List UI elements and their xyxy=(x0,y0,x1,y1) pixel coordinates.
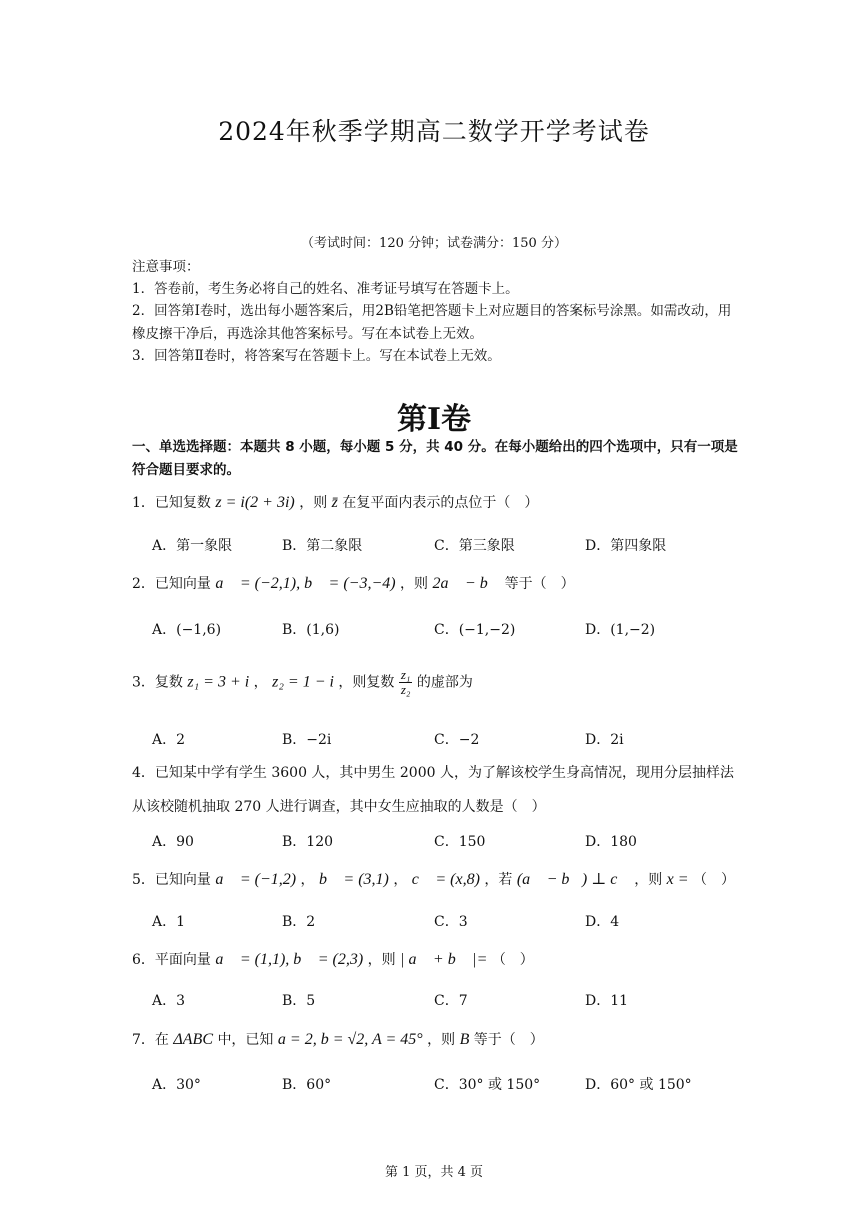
math-expression: z₂ = 1 − i xyxy=(272,673,334,691)
question-3 xyxy=(132,668,473,697)
option-c: C．(−1,−2) xyxy=(434,622,516,638)
math-expression: c⃗ = (x,8) xyxy=(411,871,480,888)
question-text: ， xyxy=(300,872,315,888)
question-text: 6．平面向量 xyxy=(132,952,211,968)
option-a: A．第一象限 xyxy=(152,538,233,554)
option-a: A．(−1,6) xyxy=(152,622,222,638)
option-b: B．第二象限 xyxy=(282,538,363,554)
option-d: D．11 xyxy=(585,993,629,1009)
notice-heading: 注意事项： xyxy=(132,259,200,275)
math-expression: B xyxy=(459,1031,470,1048)
option-b: B．−2i xyxy=(282,732,332,748)
math-expression: a⃗ = (1,1), b⃗ = (2,3) xyxy=(215,951,364,968)
math-expression: z̄ xyxy=(331,494,338,511)
exam-info: （考试时间：120 分钟；试卷满分：150 分） xyxy=(301,236,567,251)
option-d: D．(1,−2) xyxy=(585,622,656,638)
notice-item-3: 3．回答第Ⅱ卷时，将答案写在答题卡上。写在本试卷上无效。 xyxy=(132,348,501,364)
fraction-numerator: z₁ xyxy=(400,667,411,682)
question-4: 4．已知某中学有学生 3600 人，其中男生 2000 人，为了解该校学生身高情况，现用分层抽样法从该校随机抽取 270 人进行调查，其中女生应抽取的人数是（ ） xyxy=(132,765,734,815)
option-c: C．150 xyxy=(434,834,486,850)
math-expression: a = 2, b = √2, A = 45° xyxy=(277,1031,423,1048)
question-text: 1．已知复数 xyxy=(132,495,211,511)
math-expression: z = i(2 + 3i) xyxy=(215,494,295,511)
option-d: D．60° 或 150° xyxy=(585,1077,692,1093)
option-b: B．(1,6) xyxy=(282,622,340,638)
math-expression: z₁ = 3 + i xyxy=(187,673,250,691)
option-b: B．5 xyxy=(282,993,316,1009)
math-expression: (a⃗ − b⃗) ⊥ c⃗ xyxy=(516,871,630,888)
option-a: A．3 xyxy=(152,993,186,1009)
option-b: B．120 xyxy=(282,834,334,850)
notice-item-1: 1．答卷前，考生务必将自己的姓名、准考证号填写在答题卡上。 xyxy=(132,281,519,297)
option-a: A．30° xyxy=(152,1077,201,1093)
question-6 xyxy=(132,949,534,969)
question-text: ，则 xyxy=(427,1032,456,1048)
question-text: 的虚部为 xyxy=(416,674,473,691)
question-text: （ ） xyxy=(693,872,736,888)
option-d: D．第四象限 xyxy=(585,538,667,554)
option-d: D．2i xyxy=(585,732,624,748)
option-b: B．2 xyxy=(282,914,316,930)
question-7 xyxy=(132,1029,544,1049)
question-5 xyxy=(132,869,735,889)
question-text: 等于（ ） xyxy=(504,576,575,592)
question-text: ，则 xyxy=(634,872,663,888)
page-footer: 第 1 页，共 4 页 xyxy=(384,1165,484,1180)
question-text: ，则 xyxy=(367,952,396,968)
math-expression: | a⃗ + b⃗ |= xyxy=(400,951,488,968)
question-text: ，则 xyxy=(400,576,429,592)
option-c: C．7 xyxy=(434,993,468,1009)
math-expression: x = xyxy=(666,871,689,888)
question-text: ，则 xyxy=(299,495,328,511)
question-text: （ ） xyxy=(491,952,534,968)
question-text: 等于（ ） xyxy=(473,1032,544,1048)
question-text: 在复平面内表示的点位于（ ） xyxy=(342,495,539,511)
math-expression: a⃗ = (−1,2) xyxy=(215,871,297,888)
math-expression: ΔABC xyxy=(173,1031,213,1048)
option-a: A．2 xyxy=(152,732,186,748)
option-d: D．180 xyxy=(585,834,637,850)
fraction-denominator: z₂ xyxy=(400,682,411,697)
question-text: ，若 xyxy=(484,872,513,888)
math-expression: b⃗ = (3,1) xyxy=(318,871,389,888)
section-heading: 一、单选选择题：本题共 8 小题，每小题 5 分，共 40 分。在每小题给出的四个选项中，只有一项是符合题目要求的。 xyxy=(132,439,738,478)
question-text: 3．复数 xyxy=(132,674,183,691)
question-text: 中，已知 xyxy=(217,1032,274,1048)
option-b: B．60° xyxy=(282,1077,332,1093)
math-expression: 2a⃗ − b⃗ xyxy=(432,575,501,592)
question-text: 7．在 xyxy=(132,1032,169,1048)
fraction xyxy=(399,668,413,697)
option-c: C．30° 或 150° xyxy=(434,1077,541,1093)
question-text: 2．已知向量 xyxy=(132,576,211,592)
question-text: ， xyxy=(253,674,268,691)
option-c: C．−2 xyxy=(434,732,480,748)
option-a: A．90 xyxy=(152,834,194,850)
question-text: ， xyxy=(393,872,408,888)
option-d: D．4 xyxy=(585,914,620,930)
option-c: C．第三象限 xyxy=(434,538,515,554)
notice-item-2: 2．回答第Ⅰ卷时，选出每小题答案后，用2B铅笔把答题卡上对应题目的答案标号涂黑。如需改动，用橡皮擦干净后，再选涂其他答案标号。写在本试卷上无效。 xyxy=(132,303,732,342)
question-1 xyxy=(132,492,538,512)
math-expression: a⃗ = (−2,1), b⃗ = (−3,−4) xyxy=(215,575,396,592)
option-a: A．1 xyxy=(152,914,186,930)
question-2 xyxy=(132,573,575,593)
question-text: 5．已知向量 xyxy=(132,872,211,888)
exam-title: 2024年秋季学期高二数学开学考试卷 xyxy=(218,117,650,146)
option-c: C．3 xyxy=(434,914,468,930)
volume-title: 第Ⅰ卷 xyxy=(396,402,472,437)
question-text: ，则复数 xyxy=(338,674,395,691)
